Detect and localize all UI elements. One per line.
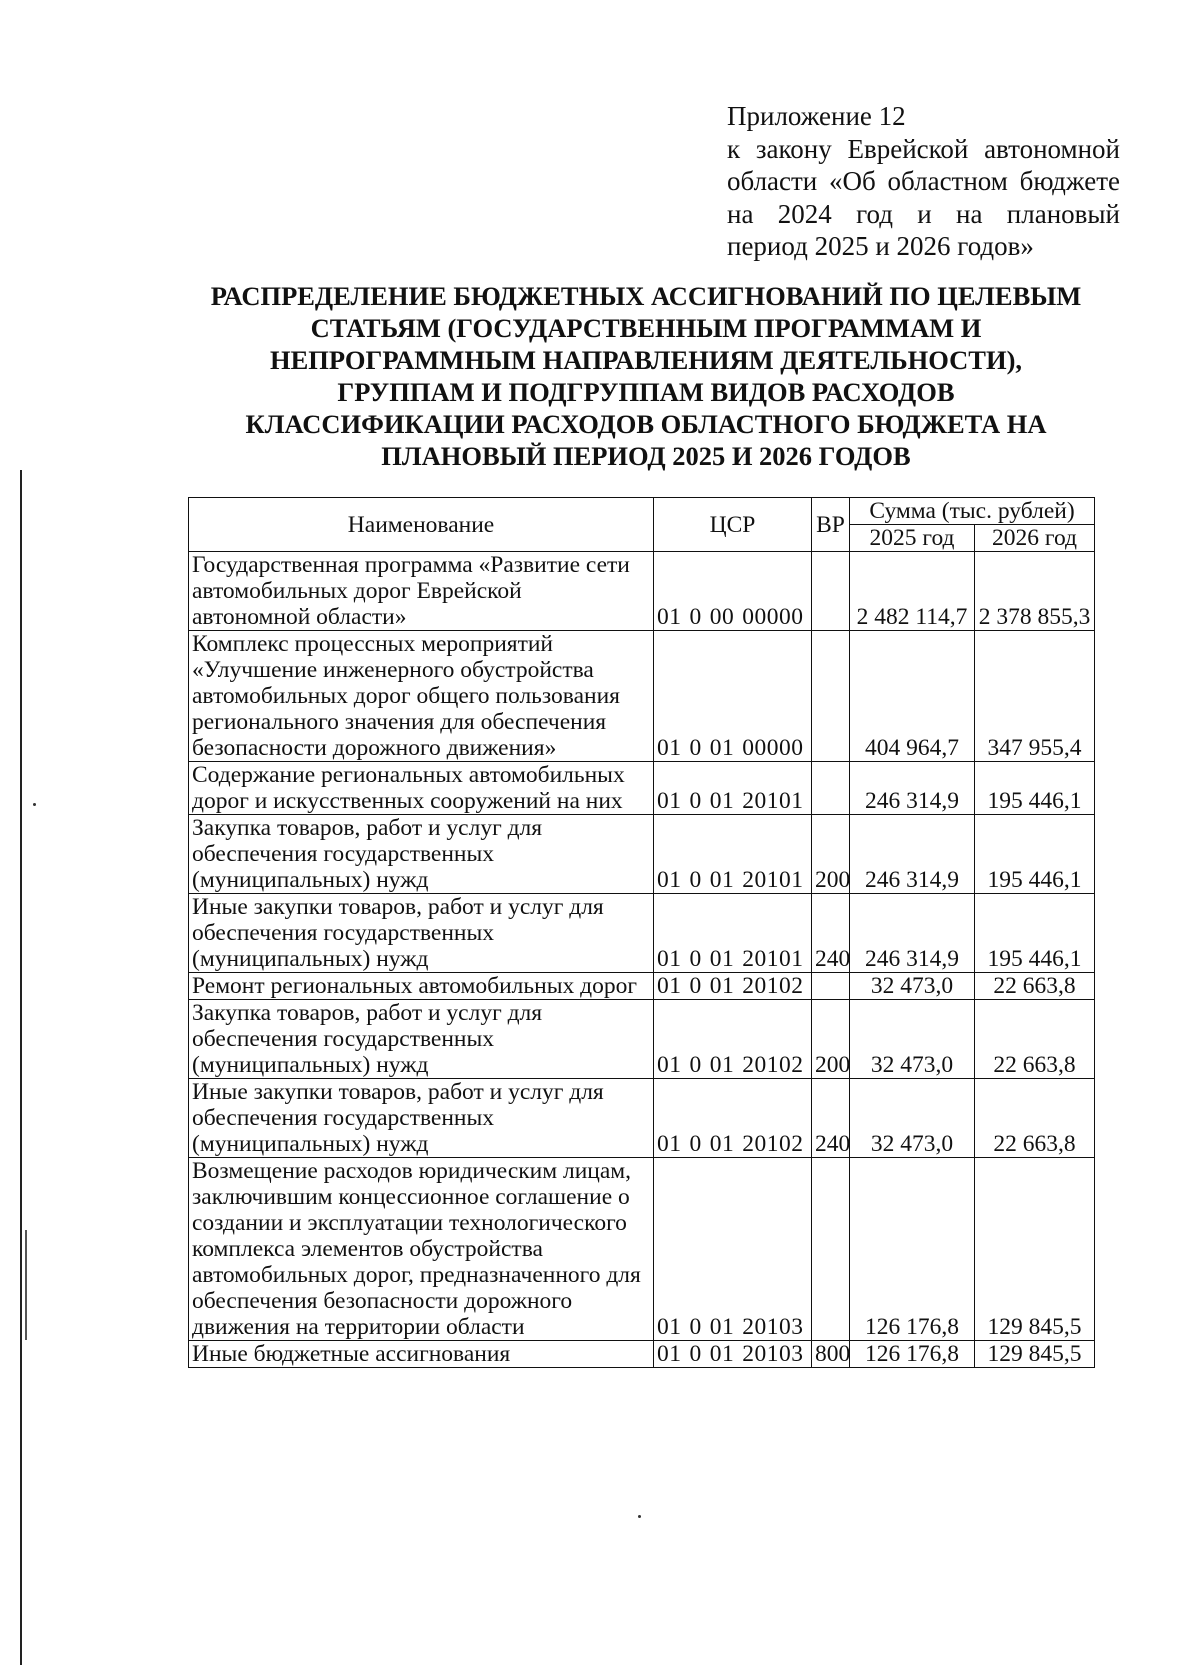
row-name-cell [189, 894, 654, 973]
csr-segment: 01 [657, 1314, 682, 1340]
row-vr-cell [812, 631, 850, 762]
row-name-line: заключившим концессионное соглашение о [192, 1184, 630, 1210]
csr-segment: 01 [657, 788, 682, 814]
row-name-line: Содержание региональных автомобильных [192, 762, 625, 788]
row-name-line: комплекса элементов обустройства [192, 1236, 543, 1262]
row-name-line: Закупка товаров, работ и услуг для [192, 815, 543, 841]
row-name-line: (муниципальных) нужд [192, 1052, 429, 1078]
row-2025-amount: 32 473,0 [850, 1000, 975, 1079]
appendix-line: к закону Еврейской автономной [727, 133, 1120, 164]
row-vr-cell [812, 1158, 850, 1341]
row-name-line: безопасности дорожного движения» [192, 735, 557, 761]
row-2026-amount: 129 845,5 [975, 1341, 1095, 1368]
csr-segment: 0 [689, 735, 702, 761]
csr-segment: 0 [689, 946, 702, 972]
table-body [189, 552, 1095, 1368]
row-name-cell [189, 1158, 654, 1341]
row-2026-amount: 347 955,4 [975, 631, 1095, 762]
scan-speck [33, 803, 36, 806]
csr-segment: 01 [709, 735, 735, 761]
row-name-cell [189, 1341, 654, 1368]
csr-segment: 00000 [742, 604, 804, 630]
row-name-cell [189, 762, 654, 815]
row-name-cell [189, 552, 654, 631]
row-csr-cell [654, 552, 812, 631]
csr-segment: 20101 [742, 946, 804, 972]
row-vr-cell [812, 552, 850, 631]
row-2026-amount: 2 378 855,3 [975, 552, 1095, 631]
csr-segment: 01 [657, 1052, 682, 1078]
csr-segment: 00 [709, 604, 735, 630]
table-row [189, 1079, 1095, 1158]
csr-segment: 20103 [742, 1341, 804, 1367]
row-2026-amount: 22 663,8 [975, 1079, 1095, 1158]
appendix-line: области «Об областном бюджете [727, 166, 1120, 196]
row-vr-cell: 240 [812, 894, 850, 973]
row-name-cell [189, 815, 654, 894]
row-2025-amount: 126 176,8 [850, 1158, 975, 1341]
csr-segment: 01 [709, 1314, 735, 1340]
row-name-line: Иные закупки товаров, работ и услуг для [192, 894, 604, 920]
row-name-cell [189, 1000, 654, 1079]
row-name-line: автомобильных дорог, предназначенного для [192, 1262, 641, 1288]
header-sum: Сумма (тыс. рублей) [850, 498, 1095, 525]
csr-segment: 01 [709, 1341, 735, 1367]
row-name-line: «Улучшение инженерного обустройства [192, 657, 594, 683]
row-name-line: Закупка товаров, работ и услуг для [192, 1000, 543, 1026]
csr-segment: 20101 [742, 867, 804, 893]
header-csr: ЦСР [654, 498, 812, 552]
table-row [189, 973, 1095, 1000]
csr-segment: 0 [689, 1341, 702, 1367]
row-vr-cell [812, 762, 850, 815]
appendix-line: период 2025 и 2026 годов» [727, 231, 1034, 261]
row-csr-cell [654, 631, 812, 762]
title-line: СТАТЬЯМ (ГОСУДАРСТВЕННЫМ ПРОГРАММАМ И [310, 313, 982, 343]
row-csr-cell [654, 973, 812, 1000]
csr-segment: 20102 [742, 1052, 804, 1078]
csr-segment: 01 [657, 1341, 682, 1367]
row-csr-cell [654, 762, 812, 815]
row-name-line: (муниципальных) нужд [192, 867, 429, 893]
row-name-line: Иные закупки товаров, работ и услуг для [192, 1079, 604, 1105]
row-name-line: автономной области» [192, 604, 407, 630]
csr-segment: 20102 [742, 1131, 804, 1157]
csr-segment: 01 [709, 867, 735, 893]
table-row [189, 1000, 1095, 1079]
title-line: КЛАССИФИКАЦИИ РАСХОДОВ ОБЛАСТНОГО БЮДЖЕТА НА [245, 409, 1047, 439]
row-name-cell [189, 631, 654, 762]
row-name-line: Государственная программа «Развитие сети [192, 552, 630, 578]
row-name-line: Комплекс процессных мероприятий [192, 631, 554, 657]
row-csr-cell [654, 1158, 812, 1341]
table-row [189, 815, 1095, 894]
csr-segment: 01 [657, 946, 682, 972]
row-csr-cell [654, 815, 812, 894]
row-2025-amount: 246 314,9 [850, 762, 975, 815]
csr-segment: 01 [709, 788, 735, 814]
row-csr-cell [654, 1000, 812, 1079]
row-csr-cell [654, 894, 812, 973]
row-2026-amount: 195 446,1 [975, 894, 1095, 973]
row-2025-amount: 126 176,8 [850, 1341, 975, 1368]
table-row [189, 1158, 1095, 1341]
row-name-line: обеспечения безопасности дорожного [192, 1288, 573, 1314]
appendix-reference [727, 100, 1120, 263]
row-name-cell [189, 1079, 654, 1158]
csr-segment: 01 [657, 973, 682, 999]
row-vr-cell: 200 [812, 815, 850, 894]
csr-segment: 01 [657, 604, 682, 630]
row-name-line: дорог и искусственных сооружений на них [192, 788, 623, 814]
table-row [189, 762, 1095, 815]
csr-segment: 20103 [742, 1314, 804, 1340]
row-vr-cell: 240 [812, 1079, 850, 1158]
row-name-line: Иные бюджетные ассигнования [192, 1341, 511, 1367]
row-name-line: регионального значения для обеспечения [192, 709, 607, 735]
csr-segment: 0 [689, 1052, 702, 1078]
csr-segment: 20101 [742, 788, 804, 814]
header-name: Наименование [189, 498, 654, 552]
row-2026-amount: 195 446,1 [975, 762, 1095, 815]
csr-segment: 01 [709, 1052, 735, 1078]
row-name-line: автомобильных дорог общего пользования [192, 683, 620, 709]
csr-segment: 01 [709, 946, 735, 972]
row-2025-amount: 246 314,9 [850, 894, 975, 973]
table-row [189, 552, 1095, 631]
table-row [189, 631, 1095, 762]
title-line: ГРУППАМ И ПОДГРУППАМ ВИДОВ РАСХОДОВ [337, 377, 955, 407]
budget-table [188, 497, 1095, 1368]
csr-segment: 0 [689, 1131, 702, 1157]
row-vr-cell: 200 [812, 1000, 850, 1079]
row-2025-amount: 2 482 114,7 [850, 552, 975, 631]
scan-edge-line [25, 1230, 27, 1340]
csr-segment: 00000 [742, 735, 804, 761]
table-row [189, 1341, 1095, 1368]
row-csr-cell [654, 1079, 812, 1158]
appendix-line: на 2024 год и на плановый [727, 198, 1120, 229]
title-line: НЕПРОГРАММНЫМ НАПРАВЛЕНИЯМ ДЕЯТЕЛЬНОСТИ), [269, 345, 1023, 375]
csr-segment: 01 [657, 1131, 682, 1157]
scan-speck [638, 1515, 641, 1518]
appendix-line: Приложение 12 [727, 101, 906, 131]
row-name-line: обеспечения государственных [192, 920, 495, 946]
row-name-line: автомобильных дорог Еврейской [192, 578, 522, 604]
row-2025-amount: 246 314,9 [850, 815, 975, 894]
csr-segment: 01 [709, 1131, 735, 1157]
row-name-line: обеспечения государственных [192, 1026, 495, 1052]
row-name-line: обеспечения государственных [192, 1105, 495, 1131]
row-name-line: обеспечения государственных [192, 841, 495, 867]
title-line: ПЛАНОВЫЙ ПЕРИОД 2025 И 2026 ГОДОВ [381, 441, 911, 471]
row-2026-amount: 22 663,8 [975, 973, 1095, 1000]
csr-segment: 01 [657, 735, 682, 761]
csr-segment: 01 [657, 867, 682, 893]
row-name-line: движения на территории области [192, 1314, 525, 1340]
row-name-line: Ремонт региональных автомобильных дорог [192, 973, 637, 999]
csr-segment: 20102 [742, 973, 804, 999]
csr-segment: 0 [689, 604, 702, 630]
document-title [170, 280, 1122, 472]
row-2026-amount: 129 845,5 [975, 1158, 1095, 1341]
row-name-line: (муниципальных) нужд [192, 1131, 429, 1157]
scan-edge-line [20, 470, 22, 1665]
row-name-line: (муниципальных) нужд [192, 946, 429, 972]
table-row [189, 894, 1095, 973]
row-2026-amount: 22 663,8 [975, 1000, 1095, 1079]
row-name-cell [189, 973, 654, 1000]
row-vr-cell: 800 [812, 1341, 850, 1368]
row-2025-amount: 32 473,0 [850, 1079, 975, 1158]
csr-segment: 01 [709, 973, 735, 999]
csr-segment: 0 [689, 788, 702, 814]
header-vr: ВР [812, 498, 850, 552]
table-header-row [189, 498, 1095, 525]
row-csr-cell [654, 1341, 812, 1368]
row-2025-amount: 404 964,7 [850, 631, 975, 762]
row-2026-amount: 195 446,1 [975, 815, 1095, 894]
header-2026: 2026 год [975, 525, 1095, 552]
row-name-line: Возмещение расходов юридическим лицам, [192, 1158, 632, 1184]
title-line: РАСПРЕДЕЛЕНИЕ БЮДЖЕТНЫХ АССИГНОВАНИЙ ПО ЦЕЛЕВЫМ [210, 281, 1082, 311]
row-vr-cell [812, 973, 850, 1000]
csr-segment: 0 [689, 1314, 702, 1340]
row-2025-amount: 32 473,0 [850, 973, 975, 1000]
csr-segment: 0 [689, 973, 702, 999]
row-name-line: создании и эксплуатации технологического [192, 1210, 627, 1236]
header-2025: 2025 год [850, 525, 975, 552]
csr-segment: 0 [689, 867, 702, 893]
